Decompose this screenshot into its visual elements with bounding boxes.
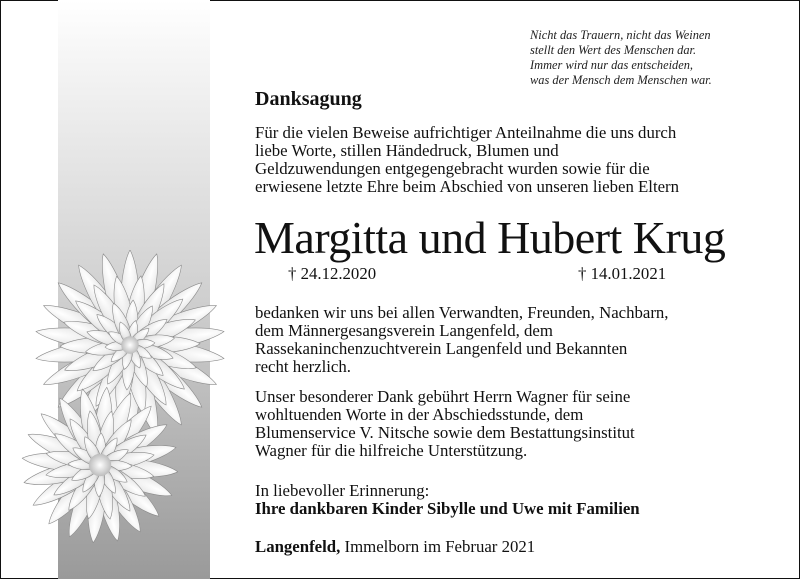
thanks-line: recht herzlich. (255, 357, 351, 376)
thanks-line: bedanken wir uns bei allen Verwandten, Freunden, Nachbarn, (255, 303, 669, 322)
place-name: Langenfeld, (255, 537, 341, 556)
intro-line: liebe Worte, stillen Händedruck, Blumen und (255, 141, 559, 160)
special-line: Wagner für die hilfreiche Unterstützung. (255, 441, 528, 460)
special-thanks-paragraph (255, 388, 635, 460)
special-line: Blumenservice V. Nitsche sowie dem Bestattungsinstitut (255, 423, 635, 442)
intro-paragraph (255, 124, 679, 196)
dahlia-flower-icon (0, 250, 260, 579)
thanks-line: dem Männergesangsverein Langenfeld, dem (255, 321, 553, 340)
quote-line: Immer wird nur das entscheiden, (530, 58, 694, 72)
closing-line: In liebevoller Erinnerung: (255, 481, 430, 500)
special-line: Unser besonderer Dank gebührt Herrn Wagner für seine (255, 387, 631, 406)
deceased-names: Margitta und Hubert Krug (254, 212, 726, 263)
closing-signatories: Ihre dankbaren Kinder Sibylle und Uwe mit Familien (255, 499, 640, 518)
place-date-line (255, 538, 535, 556)
intro-line: erwiesene letzte Ehre beim Abschied von unseren lieben Eltern (255, 177, 680, 196)
special-line: wohltuenden Worte in der Abschiedsstunde, dem (255, 405, 584, 424)
intro-line: Für die vielen Beweise aufrichtiger Anteilnahme die uns durch (255, 123, 677, 142)
flower-center (121, 336, 139, 354)
thanks-line: Rassekaninchenzuchtverein Langenfeld und Bekannten (255, 339, 628, 358)
memorial-quote (530, 28, 790, 88)
death-date-left: † 24.12.2020 (288, 264, 377, 283)
page-title: Danksagung (255, 88, 362, 110)
intro-line: Geldzuwendungen entgegengebracht wurden sowie für die (255, 159, 650, 178)
closing-block (255, 482, 640, 518)
flower-center (89, 454, 111, 476)
death-date-right: † 14.01.2021 (578, 264, 667, 283)
quote-line: was der Mensch dem Menschen war. (530, 73, 712, 87)
place-date: Immelborn im Februar 2021 (340, 537, 536, 556)
quote-line: Nicht das Trauern, nicht das Weinen (530, 28, 711, 42)
quote-line: stellt den Wert des Menschen dar. (530, 43, 697, 57)
thanks-paragraph (255, 304, 669, 376)
